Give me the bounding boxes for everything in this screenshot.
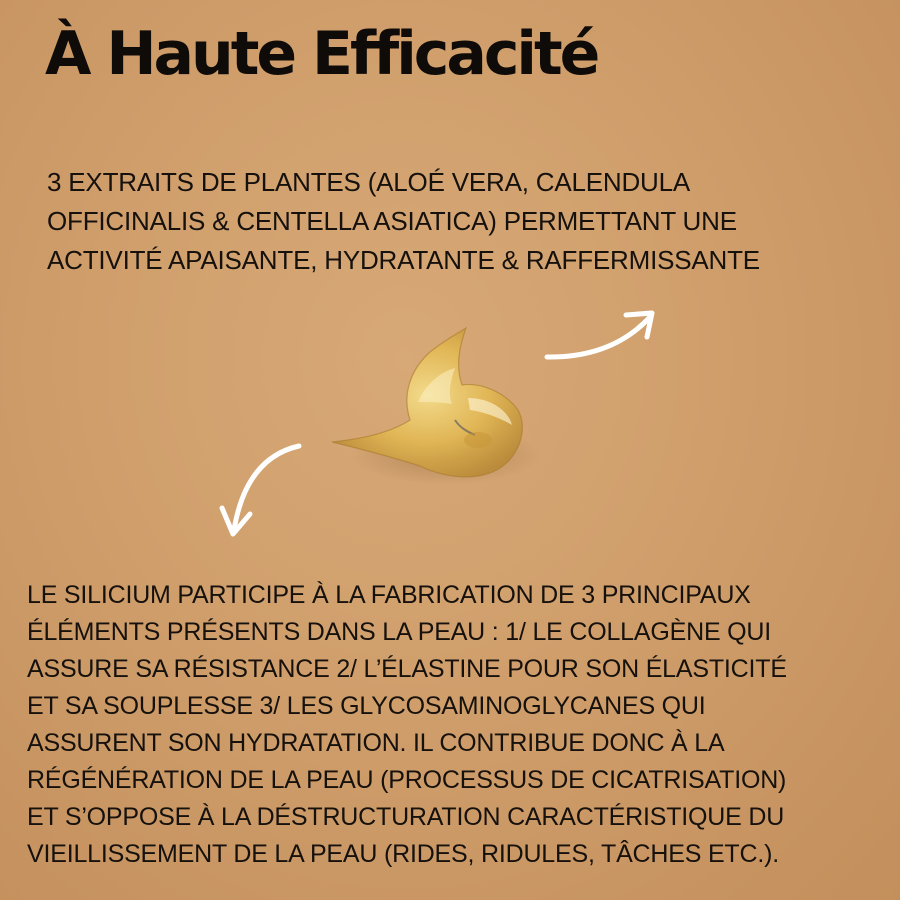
- detail-line: LE SILICIUM PARTICIPE À LA FABRICATION DE 3 PRINCIPAUX: [27, 581, 751, 609]
- intro-line: 3 EXTRAITS DE PLANTES (ALOÉ VERA, CALENDULA: [47, 167, 691, 197]
- serum-drop-image: [332, 328, 540, 485]
- arrow-up-right-icon: [547, 313, 652, 357]
- page-title: À Haute Efficacité: [45, 19, 598, 89]
- detail-text: [27, 577, 787, 873]
- arrow-down-left-icon: [222, 446, 299, 534]
- detail-line: ET S’OPPOSE À LA DÉSTRUCTURATION CARACTÉRISTIQUE DU: [27, 803, 785, 831]
- intro-line: ACTIVITÉ APAISANTE, HYDRATANTE & RAFFERMISSANTE: [47, 245, 760, 275]
- detail-line: ÉLÉMENTS PRÉSENTS DANS LA PEAU : 1/ LE COLLAGÈNE QUI: [27, 618, 772, 646]
- detail-line: VIEILLISSEMENT DE LA PEAU (RIDES, RIDULES, TÂCHES ETC.).: [27, 840, 779, 868]
- detail-line: ASSURE SA RÉSISTANCE 2/ L’ÉLASTINE POUR SON ÉLASTICITÉ: [27, 655, 787, 683]
- intro-line: OFFICINALIS & CENTELLA ASIATICA) PERMETTANT UNE: [47, 206, 737, 236]
- detail-line: ET SA SOUPLESSE 3/ LES GLYCOSAMINOGLYCANES QUI: [27, 692, 706, 720]
- detail-line: ASSURENT SON HYDRATATION. IL CONTRIBUE DONC À LA: [27, 729, 725, 757]
- detail-line: RÉGÉNÉRATION DE LA PEAU (PROCESSUS DE CICATRISATION): [27, 766, 787, 794]
